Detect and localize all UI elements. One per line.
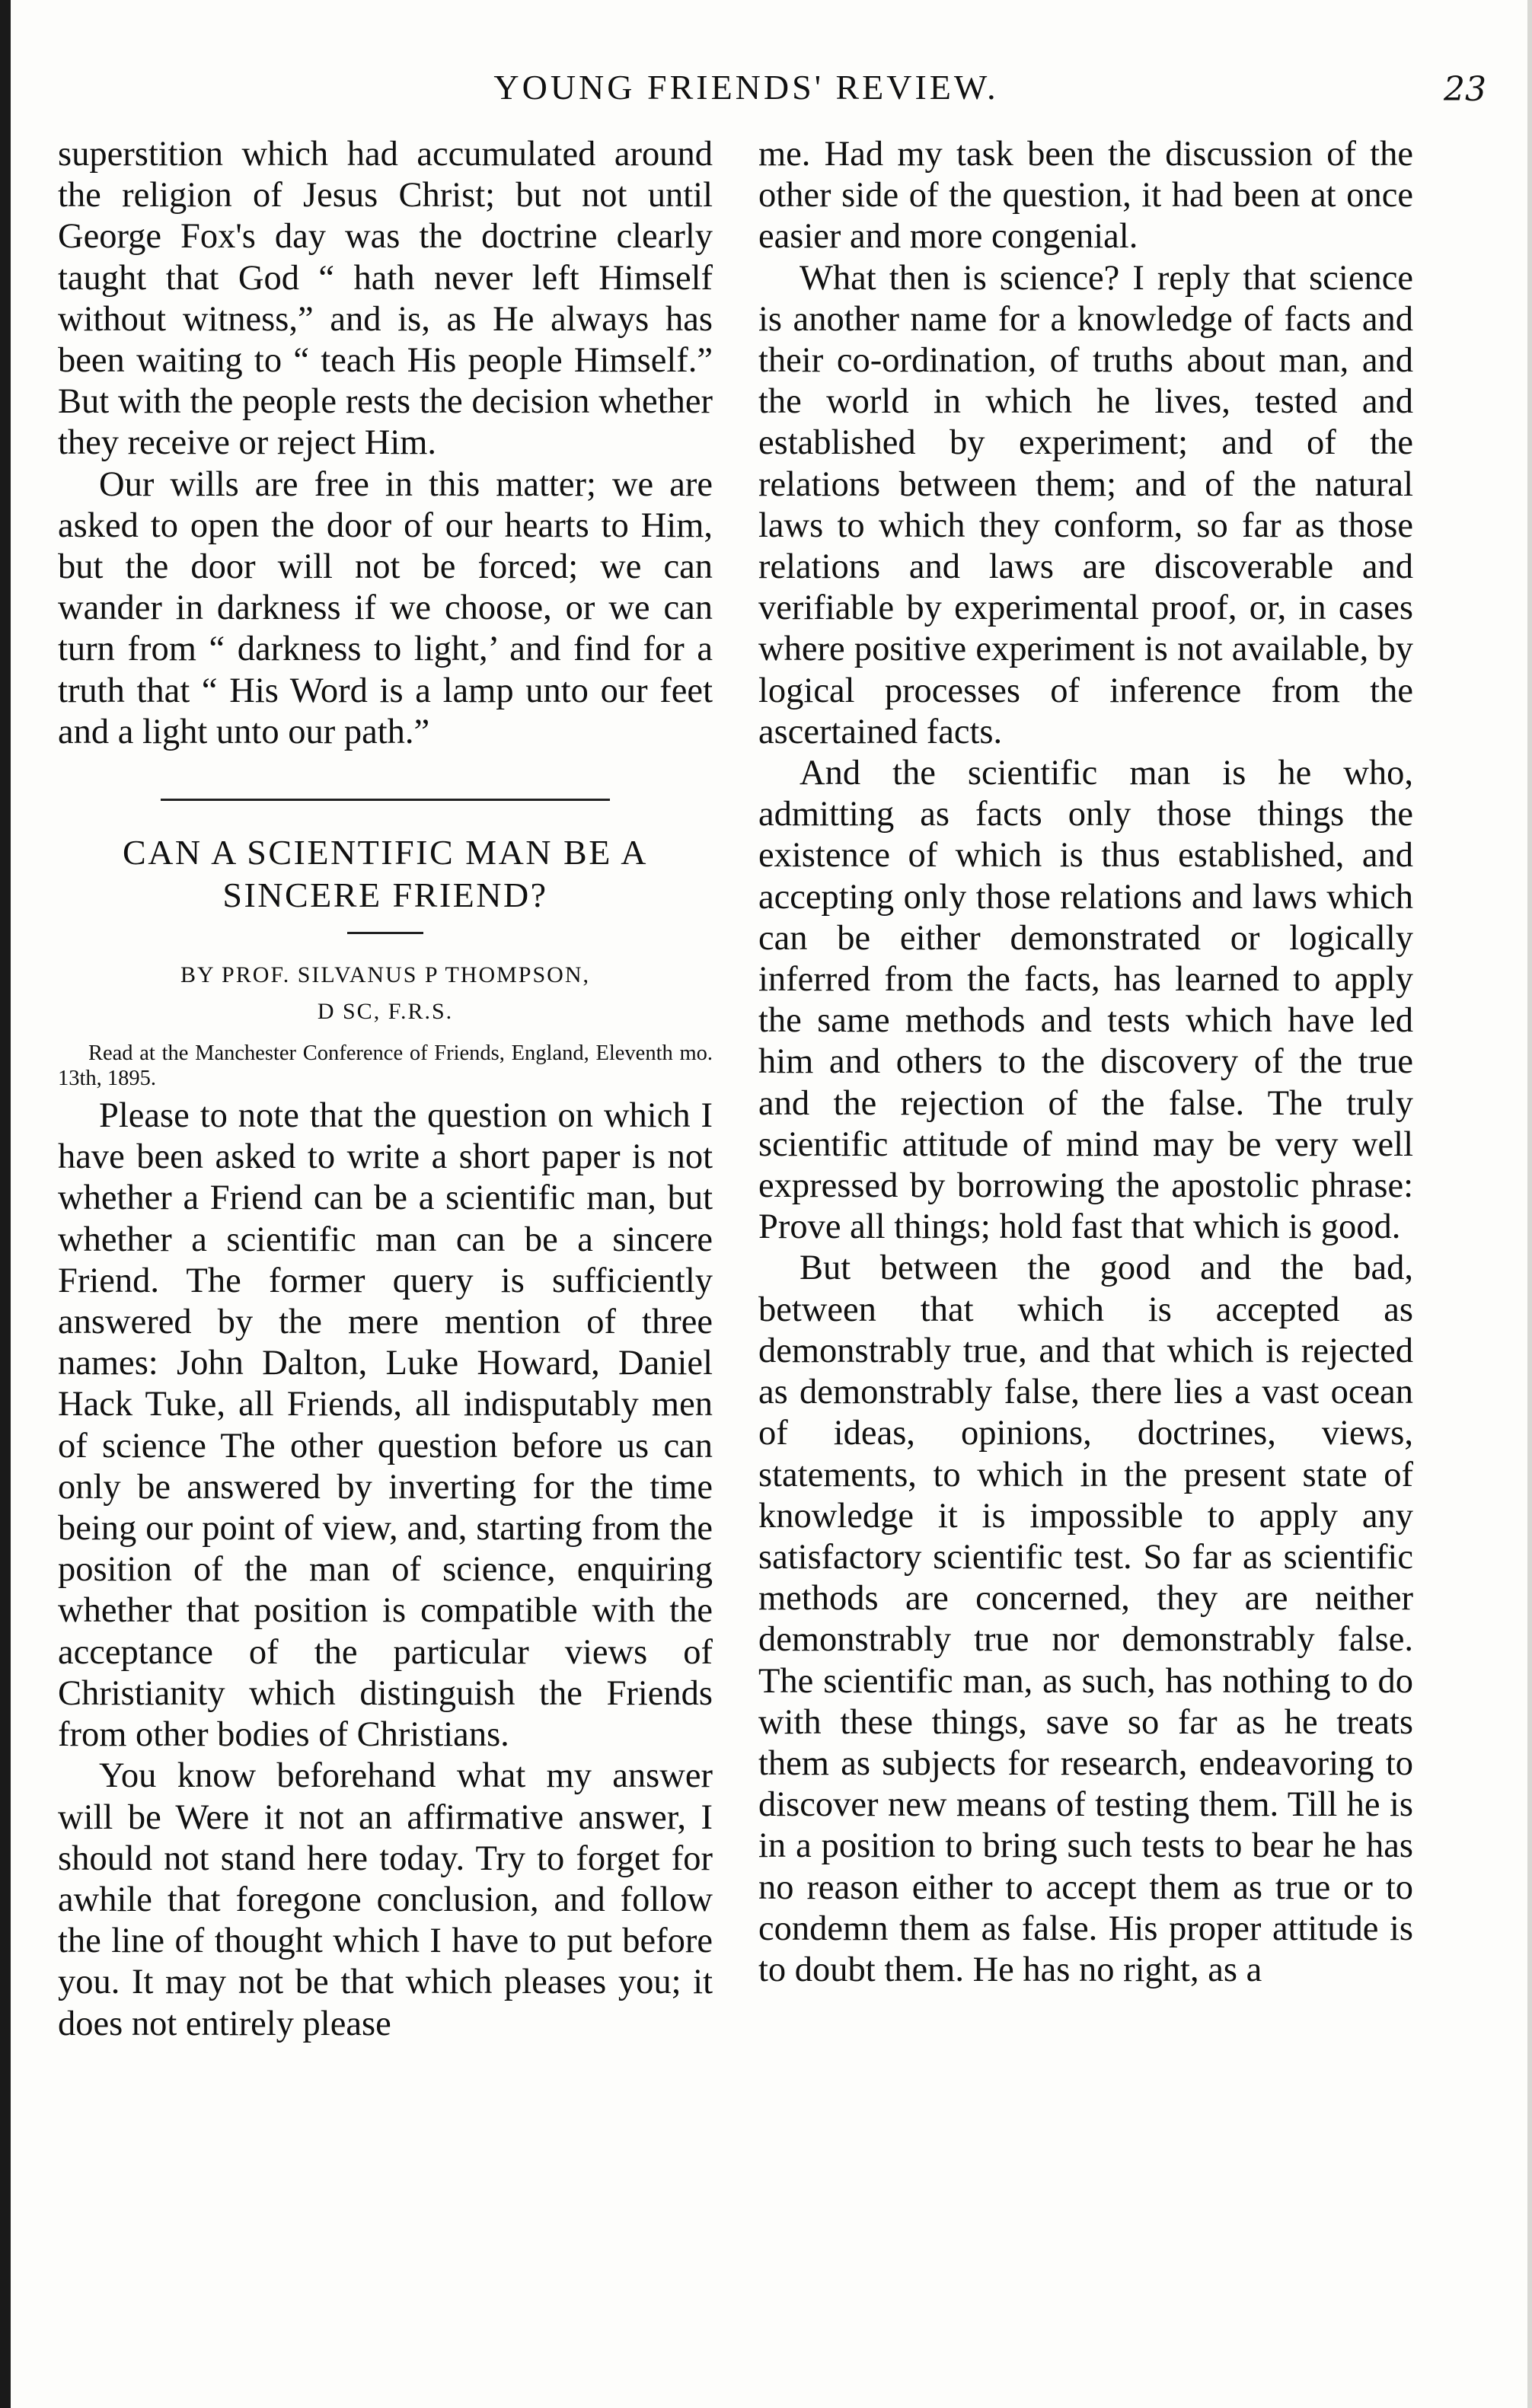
paragraph: superstition which had accumulated around the religion of Jesus Christ; but not until George Fox's day was the doctrine clearly taught that God “ hath never left Himself without witness,” and is, as He always has been waiting to “ teach His people Himself.” But with the people rests the decision whether they receive or reject Him.: [58, 135, 713, 463]
paragraph: Our wills are free in this matter; we are asked to open the door of our hearts to Him, but the door will not be forced; we can wander in darkness if we choose, or we can turn from “ darkness to light,’ and find for a truth that “ His Word is a lamp unto our feet and a light unto our path.”: [58, 464, 713, 751]
article-note: Read at the Manchester Conference of Friends, England, Eleventh mo. 13th, 1895.: [58, 1041, 713, 1091]
title-divider: [347, 932, 423, 934]
scan-left-edge: [0, 0, 11, 2408]
paragraph: What then is science? I reply that science is another name for a knowledge of facts and their co-ordination, of truths about man, and the world in which he lives, tested and established by experiment; and of the relations between them; and of the natural laws to which they conform, so far as those relations and laws are discoverable and verifiable by experimental proof, or, in cases where positive experiment is not available, by logical processes of inference from the ascertained facts.: [758, 258, 1413, 751]
article-title-line: SINCERE FRIEND?: [222, 875, 548, 915]
paragraph: And the scientific man is he who, admitting as facts only those things the existence of which is thus established, and accepting only those relations and laws which can be either demonstrated or logically inferred from the facts, has learned to apply the same methods and tests which have led him and others to the discovery of the true and the rejection of the false. The truly scientific attitude of mind may be very well expressed by borrowing the apostolic phrase: Prove all things; hold fast that which is good.: [758, 754, 1413, 1247]
paragraph: me. Had my task been the discussion of the other side of the question, it had been at once easier and more congenial.: [758, 135, 1413, 257]
article-byline: [58, 957, 713, 1030]
left-column: [58, 134, 713, 2045]
paragraph: You know beforehand what my answer will be Were it not an affirmative answer, I should not stand here today. Try to forget for awhile that foregone conclusion, and follow the line of thought which I have to put before you. It may not be that which pleases you; it does not entirely please: [58, 1756, 713, 2043]
article-title-line: CAN A SCIENTIFIC MAN BE A: [123, 833, 648, 872]
paragraph: Please to note that the question on which I have been asked to write a short paper is not whether a Friend can be a scientific man, but whether a scientific man can be a sincere Friend. The former query is sufficiently answered by the mere mention of three names: John Dalton, Luke Howard, Daniel Hack Tuke, all Friends, all indisputably men of science The other question before us can only be answered by inverting for the time being our point of view, and, starting from the position of the man of science, enquiring whether that position is compatible with the acceptance of the particular views of Christianity which distinguish the Friends from other bodies of Christians.: [58, 1096, 713, 1755]
section-divider: [161, 799, 610, 801]
paragraph: But between the good and the bad, between that which is accepted as demonstrably true, and that which is rejected as demonstrably false, there lies a vast ocean of ideas, opinions, doctrines, views, statements, to which in the present state of knowledge it is impossible to apply any satisfactory scientific test. So far as scientific methods are concerned, they are neither demonstrably true nor demonstrably false. The scientific man, as such, has nothing to do with these things, save so far as he treats them as subjects for research, endeavoring to discover new means of testing them. Till he is in a position to bring such tests to bear he has no reason either to accept them as true or to condemn them as false. His proper attitude is to doubt them. He has no right, as a: [758, 1249, 1413, 1989]
byline-degrees: D SC, F.R.S.: [317, 999, 454, 1025]
byline-author: BY PROF. SILVANUS P THOMPSON,: [180, 962, 590, 988]
running-head: YOUNG FRIENDS' REVIEW.: [493, 68, 999, 107]
article-title: [58, 831, 713, 917]
scan-right-edge: [1527, 0, 1532, 2408]
right-column: [758, 134, 1413, 1991]
page-number: 23: [1444, 70, 1486, 109]
